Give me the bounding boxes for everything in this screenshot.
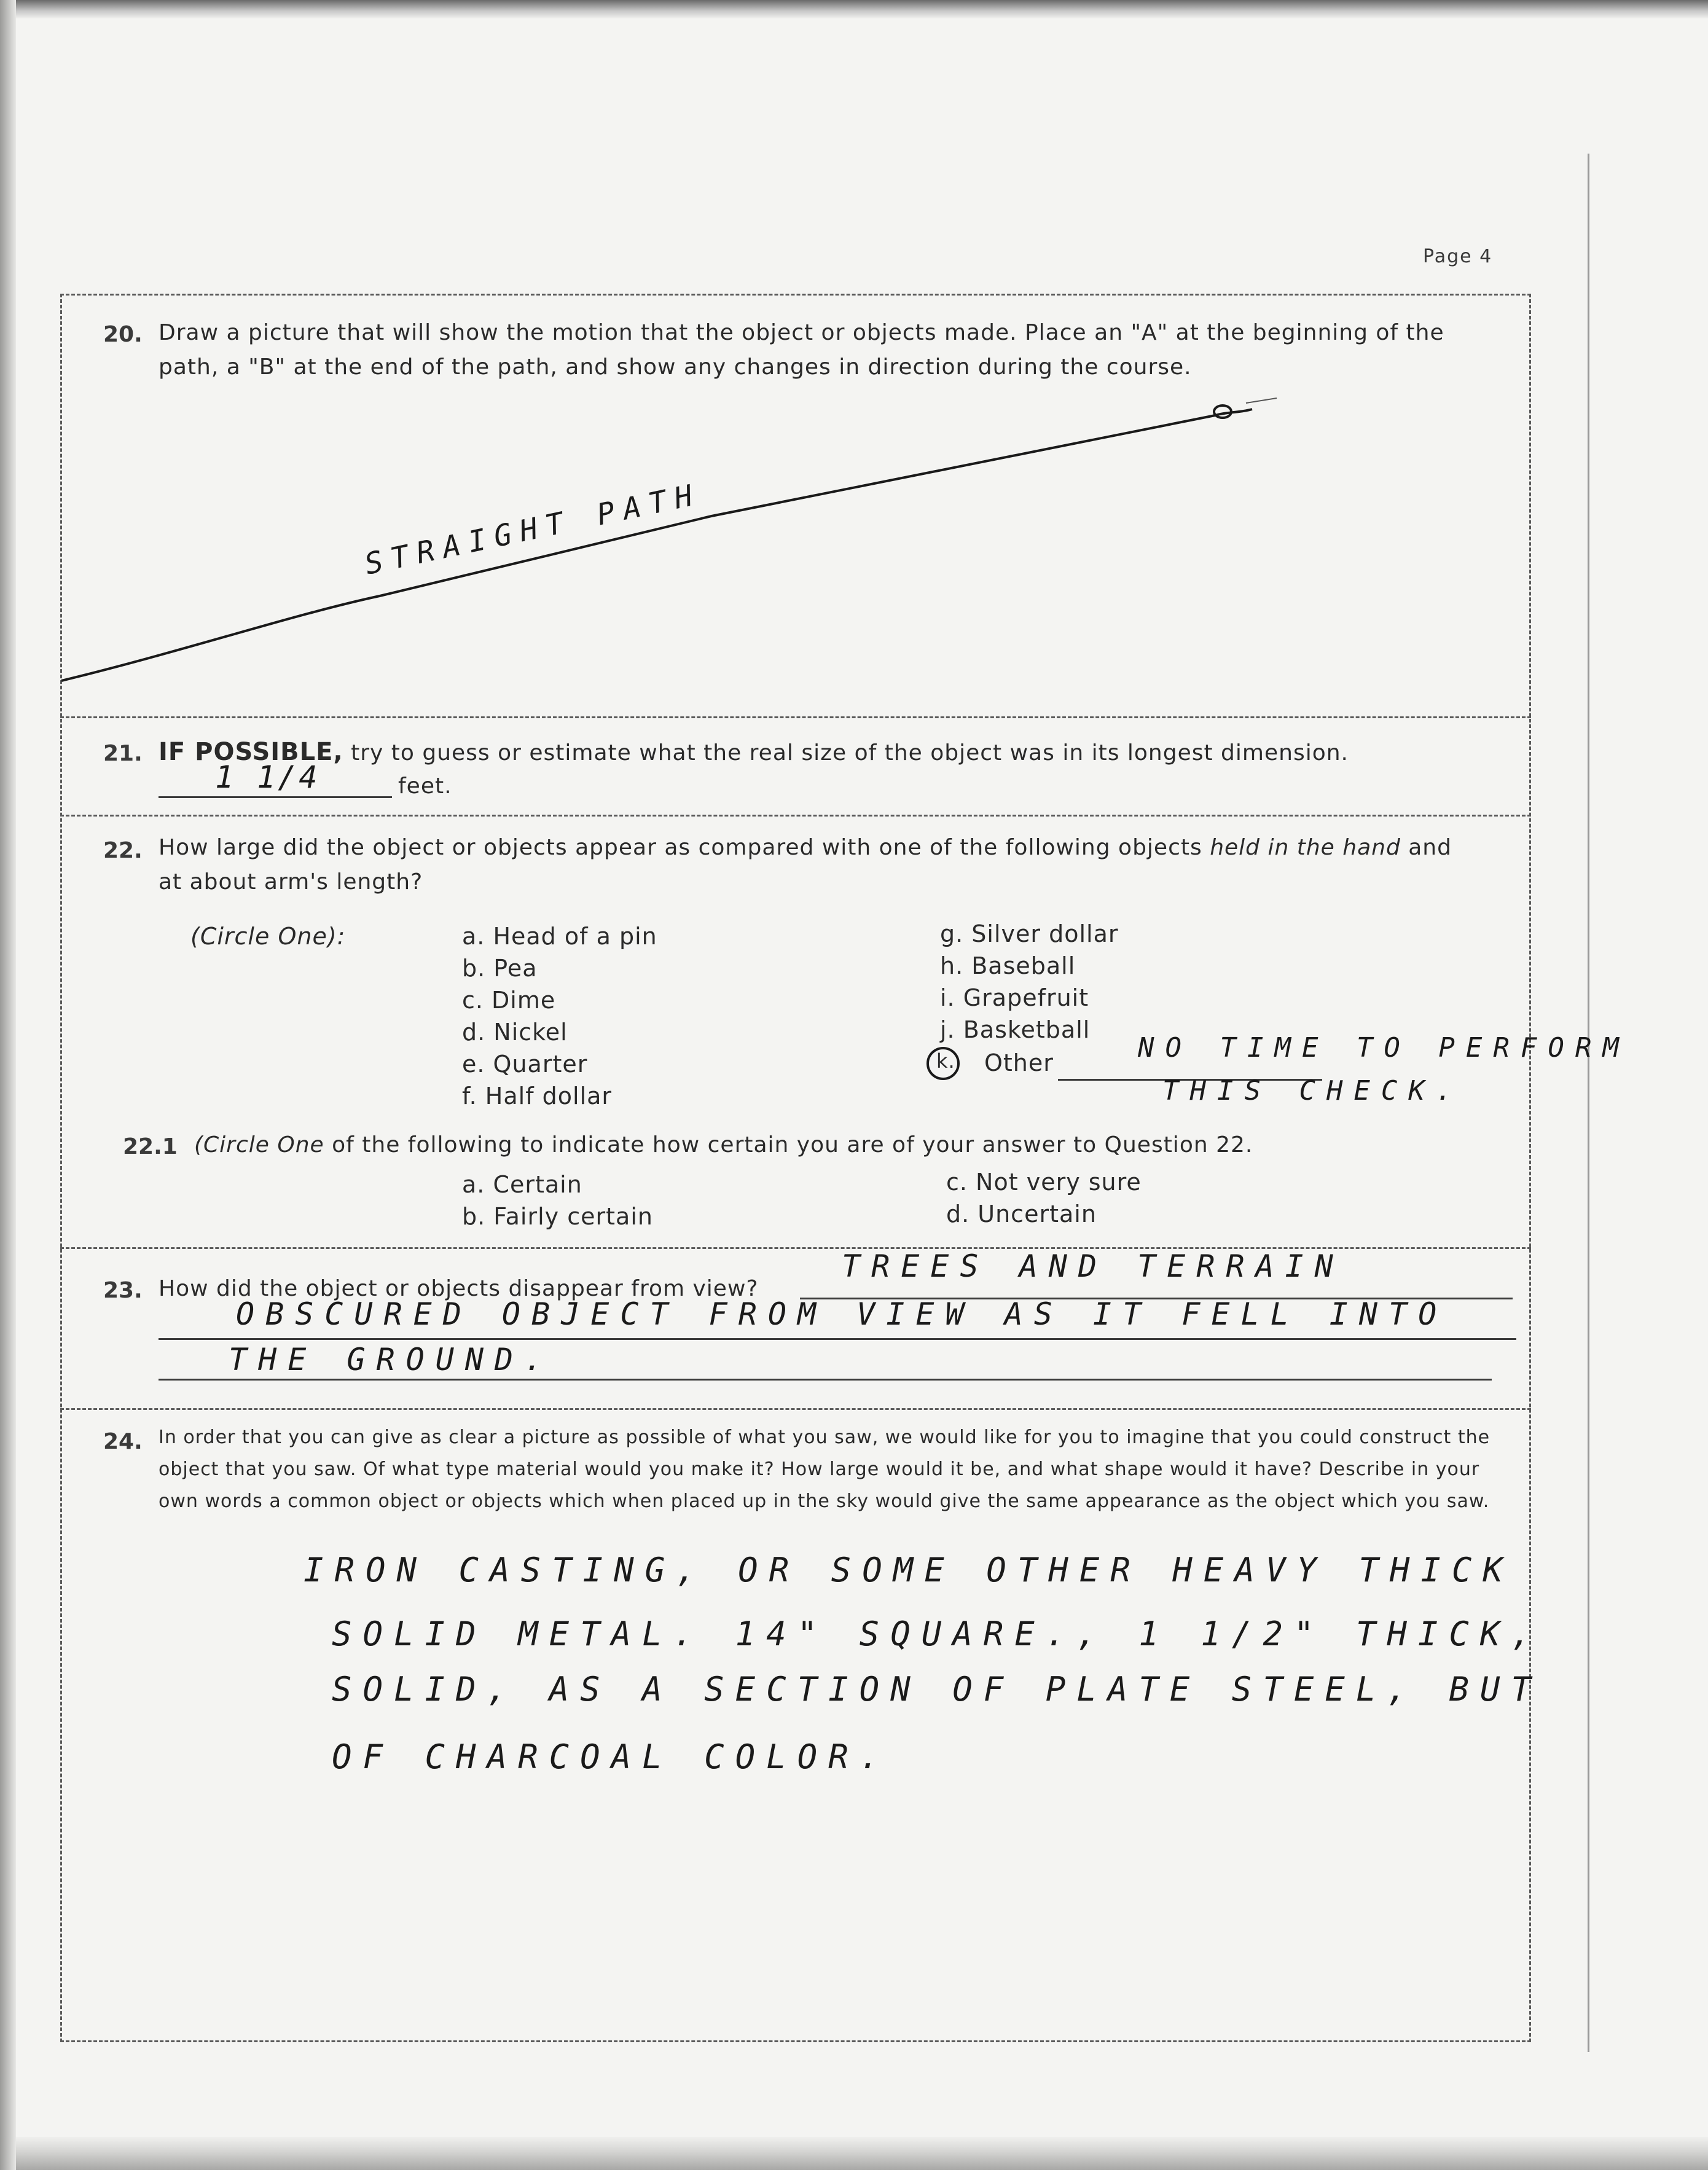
q21-answer: 1 1/4: [215, 759, 320, 795]
q23-answer-line-3: [159, 1379, 1492, 1381]
divider-q22: [60, 815, 1531, 817]
q20-drawing-label: STRAIGHT PATH: [361, 477, 704, 582]
q22-1-option-d[interactable]: d. Uncertain: [946, 1201, 1097, 1228]
q22-option-b[interactable]: b. Pea: [462, 955, 538, 982]
q21-number: 21.: [103, 741, 143, 766]
q22-other-answer-2: THIS CHECK.: [1162, 1075, 1463, 1107]
scan-edge-left: [0, 0, 16, 2170]
q22-option-j[interactable]: j. Basketball: [940, 1016, 1091, 1043]
q20-path-drawing: [60, 295, 1531, 725]
page-edge-line: [1588, 154, 1589, 2052]
q22-1-option-c[interactable]: c. Not very sure: [946, 1169, 1142, 1196]
q24-answer-2: SOLID METAL. 14" SQUARE., 1 1/2" THICK,: [332, 1615, 1542, 1653]
q23-prompt: How did the object or objects disappear from view?: [159, 1276, 759, 1301]
q22-1-prompt: of the following to indicate how certain you are of your answer to Question 22.: [332, 1132, 1253, 1157]
q24-answer-1: IRON CASTING, OR SOME OTHER HEAVY THICK: [304, 1551, 1514, 1589]
q21-answer-line: [159, 796, 392, 798]
q23-answer-3: THE GROUND.: [229, 1342, 554, 1377]
q21-prompt: try to guess or estimate what the real size of the object was in its longest dimension.: [351, 740, 1349, 766]
scan-edge-top: [0, 0, 1708, 18]
object-path-line: [61, 409, 1252, 681]
q22-option-d[interactable]: d. Nickel: [462, 1019, 568, 1046]
divider-q24: [60, 1408, 1531, 1410]
path-end-tick: [1246, 398, 1277, 403]
q24-answer-4: OF CHARCOAL COLOR.: [332, 1737, 891, 1776]
q22-prompt-italic: held in the hand: [1210, 835, 1401, 860]
q22-option-i[interactable]: i. Grapefruit: [940, 984, 1089, 1011]
q20-prompt: Draw a picture that will show the motion that the object or objects made. Place an "A" at the beginning of the path, a "B" at the end of the path, and show any changes in direction during the course.: [159, 320, 1444, 380]
q22-prompt-end: and at about arm's length?: [159, 835, 1452, 895]
q24-number: 24.: [103, 1429, 143, 1454]
q22-option-c[interactable]: c. Dime: [462, 987, 556, 1014]
q23-answer-2: OBSCURED OBJECT FROM VIEW AS IT FELL INTO: [236, 1296, 1448, 1332]
q24-answer-3: SOLID, AS A SECTION OF PLATE STEEL, BUT: [332, 1670, 1542, 1709]
q22-other-answer-1: NO TIME TO PERFORM: [1138, 1032, 1630, 1063]
q21-lead: IF POSSIBLE,: [159, 738, 343, 766]
q20-number: 20.: [103, 322, 143, 347]
q23-answer-1: TREES AND TERRAIN: [842, 1248, 1344, 1284]
q22-option-g[interactable]: g. Silver dollar: [940, 920, 1119, 947]
q22-option-f[interactable]: f. Half dollar: [462, 1083, 613, 1110]
page-number: Page 4: [1423, 246, 1493, 267]
q22-option-a[interactable]: a. Head of a pin: [462, 923, 657, 950]
scan-edge-bottom: [0, 2137, 1708, 2170]
q22-1-number: 22.1: [123, 1134, 178, 1159]
q24-prompt: In order that you can give as clear a picture as possible of what you saw, we would like for you to imagine that you could construct the object that you saw. Of what type material would you make it? How large would it be, and what shape would it have? Describe in your own words a common object or objects which when placed up in the sky would give the same appearance as the object which you saw.: [159, 1427, 1491, 1512]
q22-option-h[interactable]: h. Baseball: [940, 952, 1076, 979]
q21-unit: feet.: [398, 774, 452, 799]
q23-number: 23.: [103, 1278, 143, 1303]
q22-option-k-label[interactable]: Other: [984, 1049, 1054, 1076]
q22-1-instruction: (Circle One: [194, 1132, 324, 1157]
q22-option-e[interactable]: e. Quarter: [462, 1051, 588, 1078]
q23-answer-line-2: [159, 1338, 1516, 1340]
q22-1-option-a[interactable]: a. Certain: [462, 1171, 582, 1198]
q22-prompt: How large did the object or objects appear as compared with one of the following objects: [159, 835, 1202, 860]
q22-instruction: (Circle One):: [190, 923, 346, 950]
q22-option-k-letter[interactable]: k.: [936, 1049, 955, 1073]
q22-number: 22.: [103, 838, 143, 863]
q22-1-option-b[interactable]: b. Fairly certain: [462, 1203, 653, 1230]
